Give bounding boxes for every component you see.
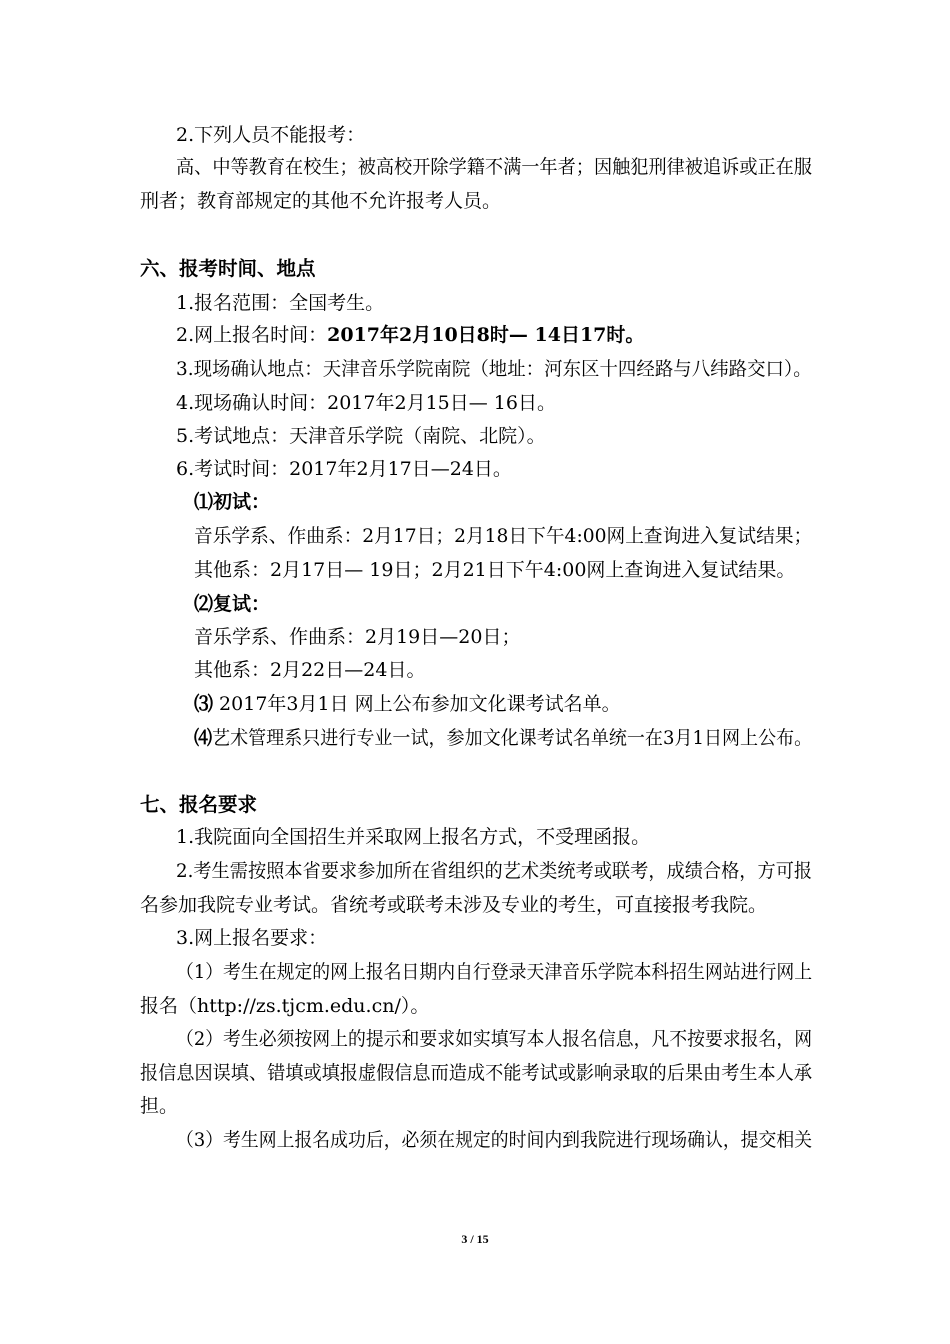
- s6-item2: [176, 323, 644, 347]
- s6-item2-value: 2017年2月10日8时— 14日17时。: [327, 324, 645, 346]
- s5-item2-body-line1: 高、中等教育在校生；被高校开除学籍不满一年者；因触犯刑律被追诉或正在服: [176, 156, 813, 178]
- s6-sub4: [194, 726, 812, 750]
- s6-item4: 4.现场确认时间：2017年2月15日— 16日。: [176, 392, 556, 414]
- s6-sub2-line2: 其他系：2月22日—24日。: [194, 659, 426, 681]
- s5-item2-body-line2: 刑者；教育部规定的其他不允许报考人员。: [140, 190, 502, 212]
- page-number: 3 / 15: [461, 1232, 489, 1246]
- s6-item2-label: 2.网上报名时间：: [176, 324, 328, 346]
- s6-sub4-number: ⑷: [194, 727, 213, 749]
- s7-item3-1-line2: 报名（http://zs.tjcm.edu.cn/）。: [140, 995, 430, 1017]
- s6-sub2-label: ⑵复试：: [194, 593, 271, 615]
- s6-sub1-line2: 其他系：2月17日— 19日；2月21日下午4:00网上查询进入复试结果。: [194, 559, 796, 581]
- s6-sub3: [194, 692, 621, 716]
- s7-item3-1-line1: （1）考生在规定的网上报名日期内自行登录天津音乐学院本科招生网站进行网上: [176, 961, 813, 983]
- s7-item2-line1: 2.考生需按照本省要求参加所在省组织的艺术类统考或联考，成绩合格，方可报: [176, 860, 813, 882]
- section6-heading: 六、报考时间、地点: [140, 257, 316, 280]
- s7-item3-3-line1: （3）考生网上报名成功后，必须在规定的时间内到我院进行现场确认，提交相关: [176, 1129, 813, 1151]
- s6-sub4-text: 艺术管理系只进行专业一试，参加文化课考试名单统一在3月1日网上公布。: [212, 727, 813, 749]
- section7-heading: 七、报名要求: [140, 793, 258, 816]
- s6-item1: 1.报名范围：全国考生。: [176, 292, 385, 314]
- s7-item3-2-line1: （2）考生必须按网上的提示和要求如实填写本人报名信息，凡不按要求报名，网: [176, 1028, 813, 1050]
- s6-sub3-number: ⑶: [194, 693, 214, 715]
- s6-item3: 3.现场确认地点：天津音乐学院南院（地址：河东区十四经路与八纬路交口）。: [176, 358, 812, 380]
- s6-item5: 5.考试地点：天津音乐学院（南院、北院）。: [176, 425, 546, 447]
- s6-sub1-label: ⑴初试：: [194, 491, 271, 513]
- s7-item3-2-line3: 担。: [140, 1095, 179, 1117]
- s6-sub2-line1: 音乐学系、作曲系：2月19日—20日；: [194, 626, 521, 648]
- s6-sub1-line1: 音乐学系、作曲系：2月17日；2月18日下午4:00网上查询进入复试结果；: [194, 525, 813, 547]
- s7-item3: 3.网上报名要求：: [176, 927, 328, 949]
- s6-sub3-text: 2017年3月1日 网上公布参加文化课考试名单。: [213, 693, 621, 715]
- s7-item3-2-line2: 报信息因误填、错填或填报虚假信息而造成不能考试或影响录取的后果由考生本人承: [140, 1062, 813, 1084]
- s5-item2: 2.下列人员不能报考：: [176, 124, 366, 146]
- s7-item2-line2: 名参加我院专业考试。省统考或联考未涉及专业的考生，可直接报考我院。: [140, 894, 768, 916]
- s7-item1: 1.我院面向全国招生并采取网上报名方式，不受理函报。: [176, 826, 651, 848]
- s6-item6: 6.考试时间：2017年2月17日—24日。: [176, 458, 512, 480]
